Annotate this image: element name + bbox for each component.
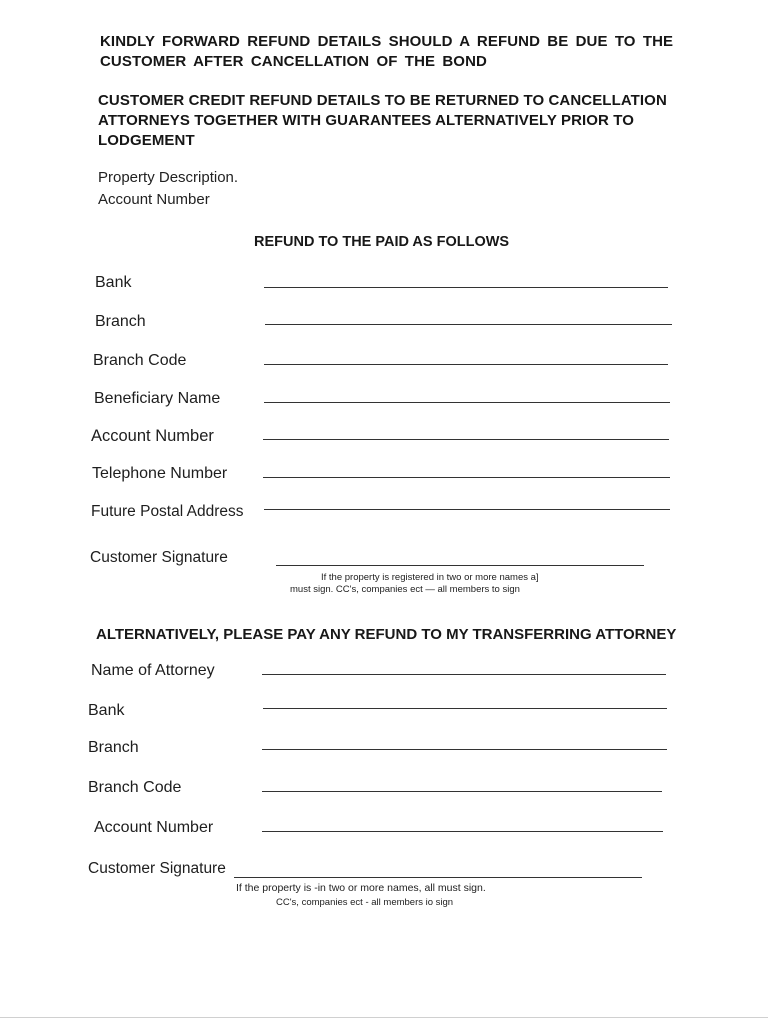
field-label: Name of Attorney [91,662,215,679]
property-description-label: Property Description. [98,169,239,186]
field-branch-code [0,352,768,378]
branch-code-input-line[interactable] [264,364,668,365]
field-future-postal-address [0,503,768,529]
signature-note: must sign. CC's, companies ect — all members to sign [290,584,520,595]
bank-input-line[interactable] [264,287,668,288]
bank-input-line[interactable] [263,708,667,709]
account-number-label: Account Number [98,191,210,208]
field-label: Account Number [94,819,214,836]
return-instruction: CUSTOMER CREDIT REFUND DETAILS TO BE RETURNED TO CANCELLATION ATTORNEYS TOGETHER WITH GUARANTEES ALTERNATIVELY PRIOR TO LODGEMENT [98,92,667,149]
field-account-number [0,819,768,845]
postal-address-input-line[interactable] [264,509,670,510]
field-name-of-attorney [0,662,768,688]
branch-input-line[interactable] [262,749,667,750]
field-label: Branch [95,313,146,330]
field-label: Account Number [91,427,214,445]
account-number-input-line[interactable] [263,439,669,440]
beneficiary-name-input-line[interactable] [264,402,670,403]
field-label: Beneficiary Name [94,390,221,407]
page-edge-divider [0,1017,768,1018]
signature-note: CC's, companies ect - all members io sign [276,897,454,908]
intro-instruction: KINDLY FORWARD REFUND DETAILS SHOULD A REFUND BE DUE TO THE CUSTOMER AFTER CANCELLATION OF THE BOND [100,33,674,70]
refund-section-title: REFUND TO THE PAID AS FOLLOWS [254,234,510,250]
field-bank [0,702,768,728]
field-branch [0,739,768,765]
field-label: Branch Code [88,779,182,796]
account-number-input-line[interactable] [262,831,663,832]
field-label: Bank [95,274,132,291]
field-branch-code [0,779,768,805]
field-label: Future Postal Address [91,503,244,520]
field-telephone-number [0,465,768,491]
signature-note: If the property is -in two or more names, all must sign. [236,882,486,894]
field-label: Bank [88,702,125,719]
field-beneficiary-name [0,390,768,416]
field-branch [0,313,768,339]
telephone-number-input-line[interactable] [263,477,670,478]
signature-label: Customer Signature [90,549,228,566]
branch-input-line[interactable] [265,324,672,325]
field-bank [0,274,768,300]
branch-code-input-line[interactable] [262,791,662,792]
field-account-number [0,427,768,453]
field-label: Branch [88,739,139,756]
field-label: Telephone Number [92,465,228,482]
field-label: Branch Code [93,352,187,369]
signature-label: Customer Signature [88,860,226,877]
attorney-name-input-line[interactable] [262,674,666,675]
attorney-section-title: ALTERNATIVELY, PLEASE PAY ANY REFUND TO MY TRANSFERRING ATTORNEY [96,626,677,643]
signature-note: If the property is registered in two or more names a] [321,572,539,583]
signature-line[interactable] [276,565,644,566]
signature-line[interactable] [234,877,642,878]
